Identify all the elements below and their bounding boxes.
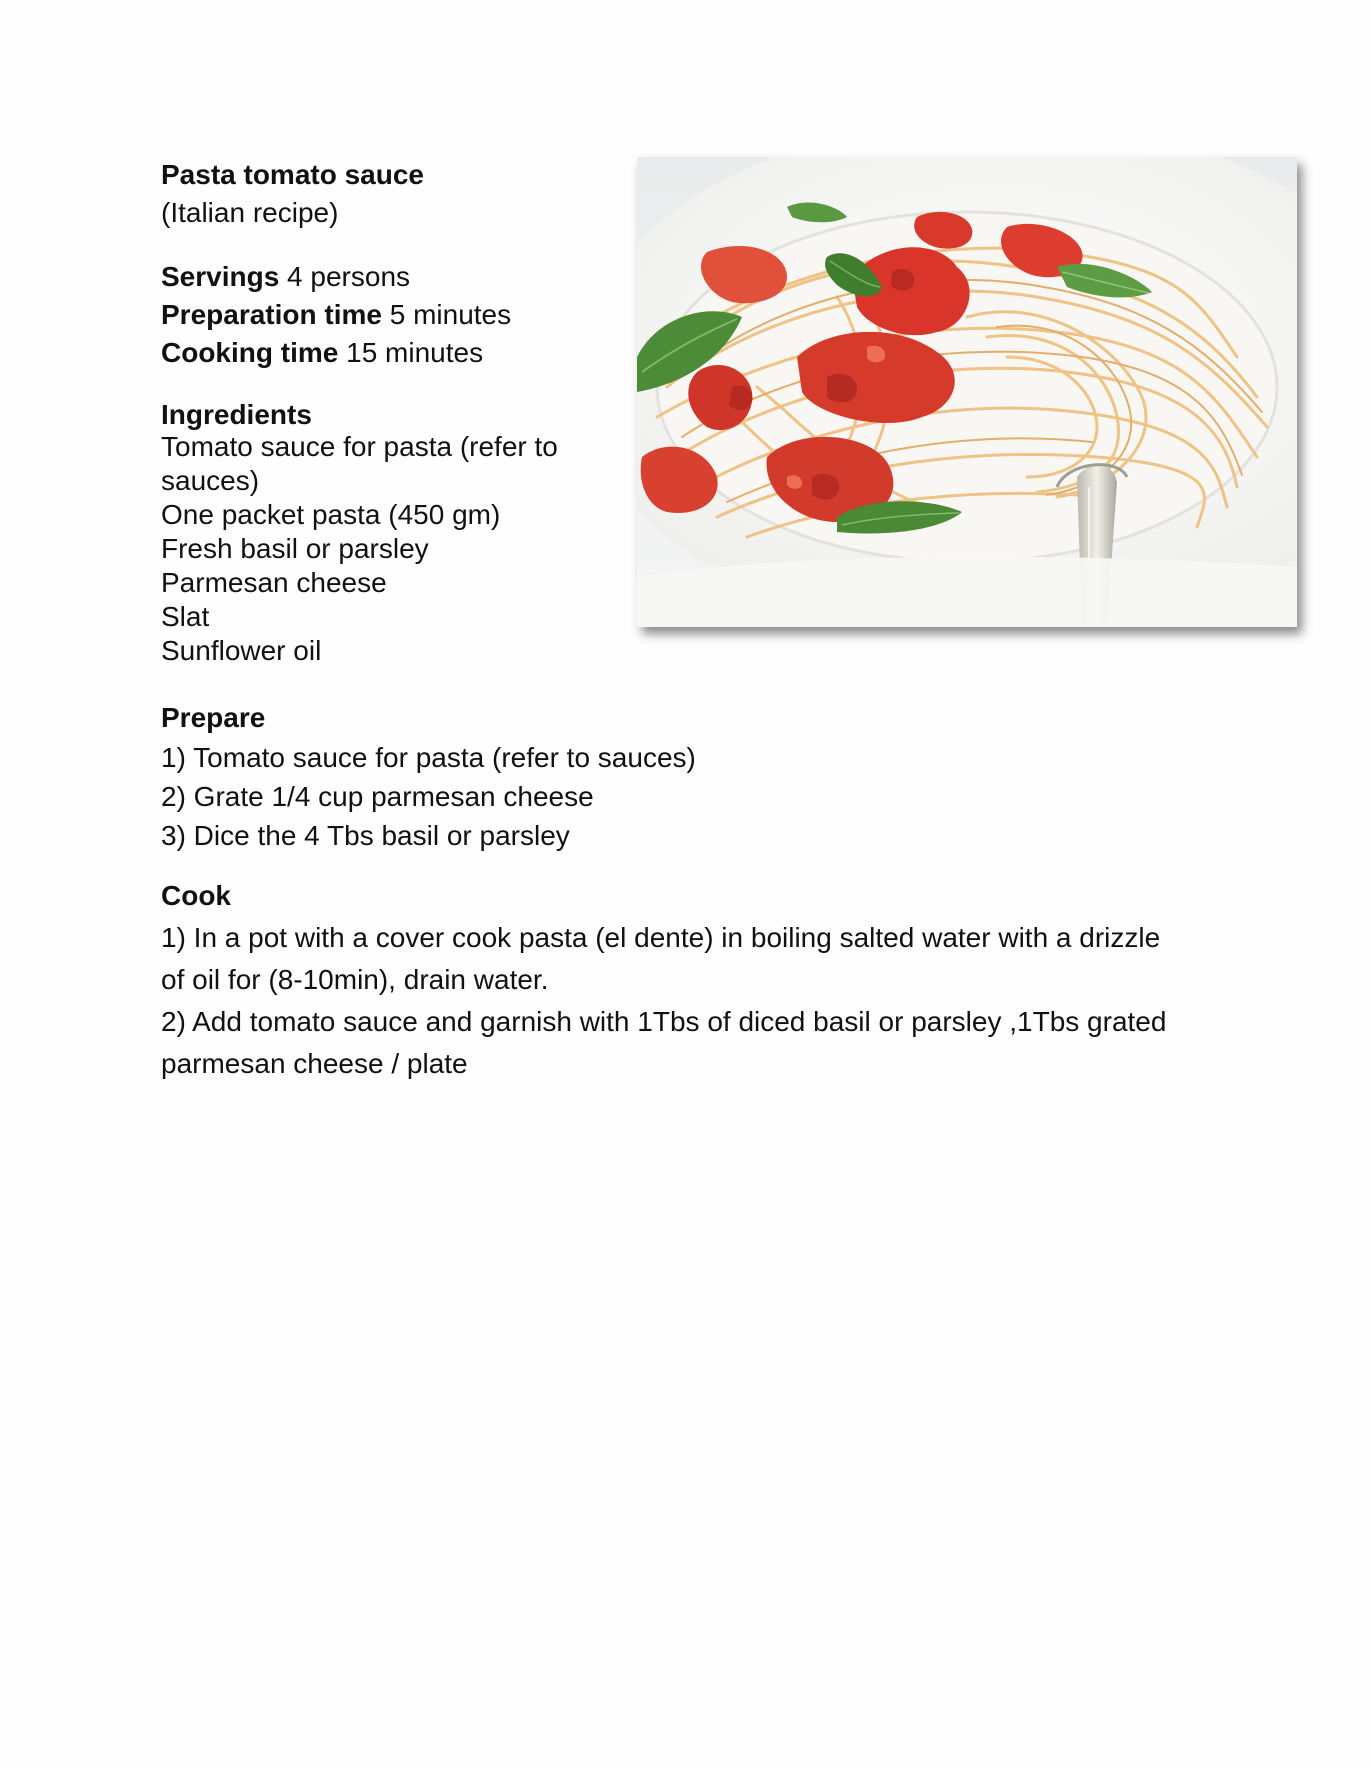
- recipe-meta: [161, 258, 511, 372]
- cook-heading: Cook: [161, 880, 231, 911]
- ingredient-item: Fresh basil or parsley: [161, 533, 429, 564]
- cook-steps: [161, 917, 1166, 1085]
- ingredient-item: Tomato sauce for pasta (refer to: [161, 431, 558, 462]
- prepare-step: 2) Grate 1/4 cup parmesan cheese: [161, 781, 594, 812]
- servings-label: Servings: [161, 261, 280, 292]
- pasta-photo: [637, 157, 1297, 627]
- cook-line: 1) In a pot with a cover cook pasta (el dente) in boiling salted water with a drizzle: [161, 922, 1161, 953]
- ingredient-item: Sunflower oil: [161, 635, 322, 666]
- ingredient-item: One packet pasta (450 gm): [161, 499, 501, 530]
- recipe-title: Pasta tomato sauce: [161, 159, 424, 190]
- ingredient-item: Slat: [161, 601, 210, 632]
- prep-time-label: Preparation time: [161, 299, 382, 330]
- cook-time-row: [161, 334, 511, 372]
- ingredients-list: [161, 430, 558, 668]
- cook-time-value: 15 minutes: [338, 337, 484, 368]
- prep-time-value: 5 minutes: [381, 299, 512, 330]
- prep-time-row: [161, 296, 511, 334]
- servings-value: 4 persons: [279, 261, 411, 292]
- cook-line: 2) Add tomato sauce and garnish with 1Tbs of diced basil or parsley ,1Tbs grated: [161, 1006, 1167, 1037]
- cook-line: parmesan cheese / plate: [161, 1048, 468, 1079]
- ingredients-heading: Ingredients: [161, 399, 312, 430]
- pasta-dish-illustration: [637, 157, 1297, 627]
- cook-time-label: Cooking time: [161, 337, 339, 368]
- prepare-steps: [161, 738, 696, 855]
- prepare-step: 3) Dice the 4 Tbs basil or parsley: [161, 820, 570, 851]
- ingredient-item: sauces): [161, 465, 260, 496]
- servings-row: [161, 258, 511, 296]
- ingredient-item: Parmesan cheese: [161, 567, 387, 598]
- recipe-subtitle: (Italian recipe): [161, 197, 339, 228]
- prepare-step: 1) Tomato sauce for pasta (refer to sauces): [161, 742, 696, 773]
- cook-line: of oil for (8-10min), drain water.: [161, 964, 549, 995]
- prepare-heading: Prepare: [161, 702, 266, 733]
